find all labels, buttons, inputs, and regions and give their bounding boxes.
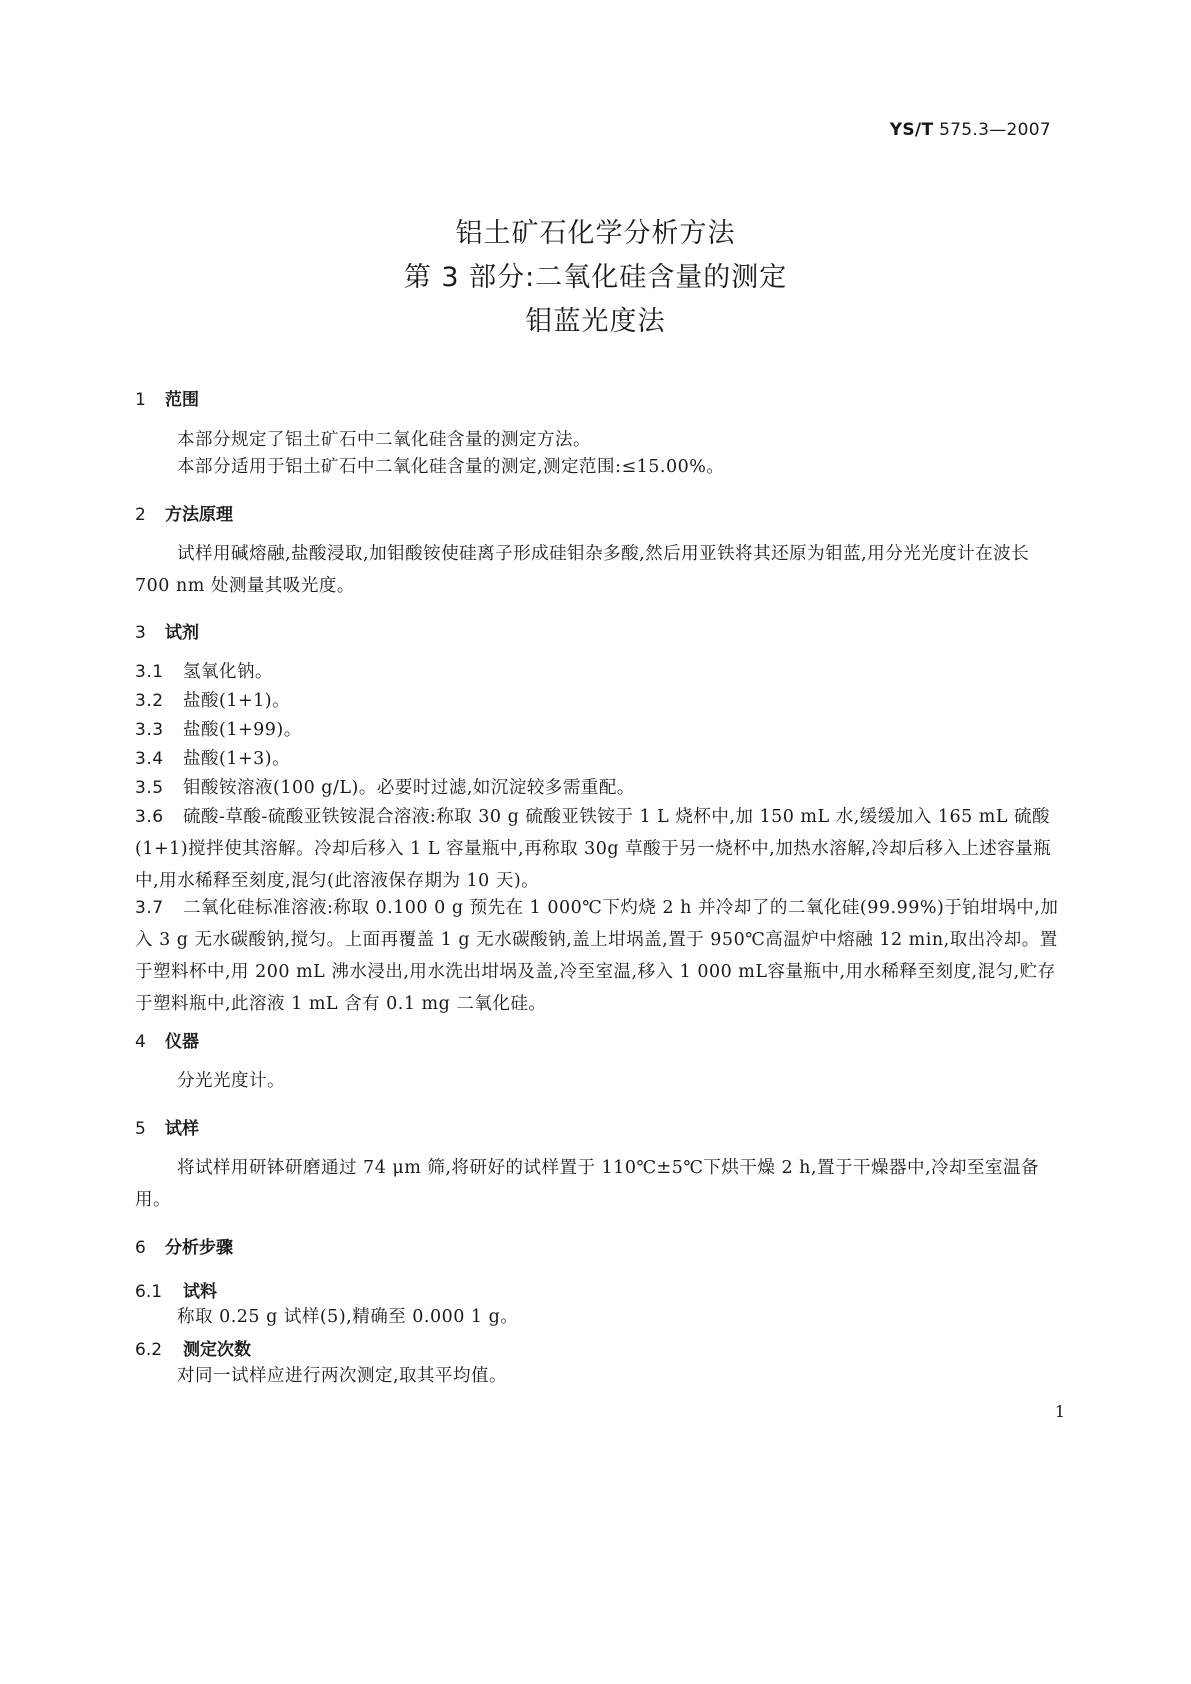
section-1-para-1: 本部分规定了铝土矿石中二氧化硅含量的测定方法。 — [177, 430, 591, 450]
subsection-6-1-text: 称取 0.25 g 试样(5),精确至 0.000 1 g。 — [177, 1307, 519, 1327]
reagent-item — [135, 892, 1060, 1020]
section-1-heading — [135, 385, 199, 410]
section-title: 试样 — [165, 1119, 199, 1139]
item-number: 3.4 — [135, 749, 164, 769]
subsection-6-2-text: 对同一试样应进行两次测定,取其平均值。 — [177, 1366, 508, 1386]
section-5-para-1: 将试样用研钵研磨通过 74 μm 筛,将研好的试样置于 110℃±5℃下烘干燥 2 h,置于干燥器中,冷却至室温备用。 — [135, 1158, 1040, 1210]
subsection-number: 6.2 — [135, 1340, 163, 1360]
section-3-heading — [135, 618, 199, 643]
section-number: 2 — [135, 505, 146, 525]
subsection-number: 6.1 — [135, 1282, 163, 1302]
section-4-para-1: 分光光度计。 — [177, 1071, 285, 1091]
section-number: 6 — [135, 1238, 146, 1258]
section-title: 试剂 — [165, 623, 199, 643]
item-text: 盐酸(1+3)。 — [183, 749, 291, 769]
item-number: 3.2 — [135, 691, 164, 711]
reagent-item — [135, 743, 1060, 775]
title-line-1: 铝土矿石化学分析方法 — [455, 218, 736, 249]
standard-prefix: YS/T — [889, 120, 934, 140]
item-number: 3.1 — [135, 662, 164, 682]
subsection-6-1-heading — [135, 1277, 217, 1302]
item-text: 钼酸铵溶液(100 g/L)。必要时过滤,如沉淀较多需重配。 — [183, 778, 635, 798]
standard-code: 575.3—2007 — [939, 120, 1051, 140]
subsection-6-2-heading — [135, 1335, 251, 1360]
section-number: 5 — [135, 1119, 146, 1139]
reagent-item — [135, 685, 1060, 717]
section-number: 1 — [135, 390, 146, 410]
item-text: 盐酸(1+99)。 — [183, 720, 302, 740]
reagent-item — [135, 772, 1060, 804]
section-2-para-1: 试样用碱熔融,盐酸浸取,加钼酸铵使硅离子形成硅钼杂多酸,然后用亚铁将其还原为钼蓝,用分光光度计在波长 700 nm 处测量其吸光度。 — [135, 544, 1030, 596]
document-title — [0, 212, 1191, 344]
title-line-3: 钼蓝光度法 — [525, 306, 666, 337]
section-number: 3 — [135, 623, 146, 643]
item-number: 3.5 — [135, 778, 164, 798]
section-4-heading — [135, 1027, 199, 1052]
reagent-item — [135, 656, 1060, 688]
section-title: 仪器 — [165, 1032, 199, 1052]
item-text: 氢氧化钠。 — [183, 662, 273, 682]
section-5-heading — [135, 1114, 199, 1139]
page-number: 1 — [1054, 1402, 1065, 1421]
title-line-2: 第 3 部分:二氧化硅含量的测定 — [403, 262, 788, 293]
section-title: 方法原理 — [165, 505, 233, 525]
item-text: 二氧化硅标准溶液:称取 0.100 0 g 预先在 1 000℃下灼烧 2 h 并冷却了的二氧化硅(99.99%)于铂坩埚中,加入 3 g 无水碳酸钠,搅匀。上面再覆盖 1 g 无水碳酸钠,盖上坩埚盖,置于 950℃高温炉中熔融 12 min,取出冷却。置于塑料杯中,用 200 mL 沸水浸出,用水洗出坩埚及盖,冷至室温,移入 1 000 mL容量瓶中,用水稀释至刻度,混匀,贮存于塑料瓶中,此溶液 1 mL 含有 0.1 mg 二氧化硅。 — [135, 898, 1059, 1014]
item-number: 3.3 — [135, 720, 164, 740]
section-number: 4 — [135, 1032, 146, 1052]
item-number: 3.6 — [135, 807, 164, 827]
item-number: 3.7 — [135, 898, 164, 918]
section-6-heading — [135, 1233, 233, 1258]
reagent-item — [135, 801, 1060, 897]
subsection-title: 测定次数 — [183, 1340, 251, 1360]
section-title: 范围 — [165, 390, 199, 410]
section-title: 分析步骤 — [165, 1238, 233, 1258]
item-text: 硫酸-草酸-硫酸亚铁铵混合溶液:称取 30 g 硫酸亚铁铵于 1 L 烧杯中,加 150 mL 水,缓缓加入 165 mL 硫酸(1+1)搅拌使其溶解。冷却后移入 1 L 容量瓶中,再称取 30g 草酸于另一烧杯中,加热水溶解,冷却后移入上述容量瓶中,用水稀释至刻度,混匀(此溶液保存期为 10 天)。 — [135, 807, 1052, 891]
section-2-heading — [135, 500, 233, 525]
standard-number — [890, 120, 1051, 140]
subsection-title: 试料 — [183, 1282, 217, 1302]
section-1-para-2: 本部分适用于铝土矿石中二氧化硅含量的测定,测定范围:≤15.00%。 — [177, 457, 725, 477]
item-text: 盐酸(1+1)。 — [183, 691, 291, 711]
reagent-item — [135, 714, 1060, 746]
